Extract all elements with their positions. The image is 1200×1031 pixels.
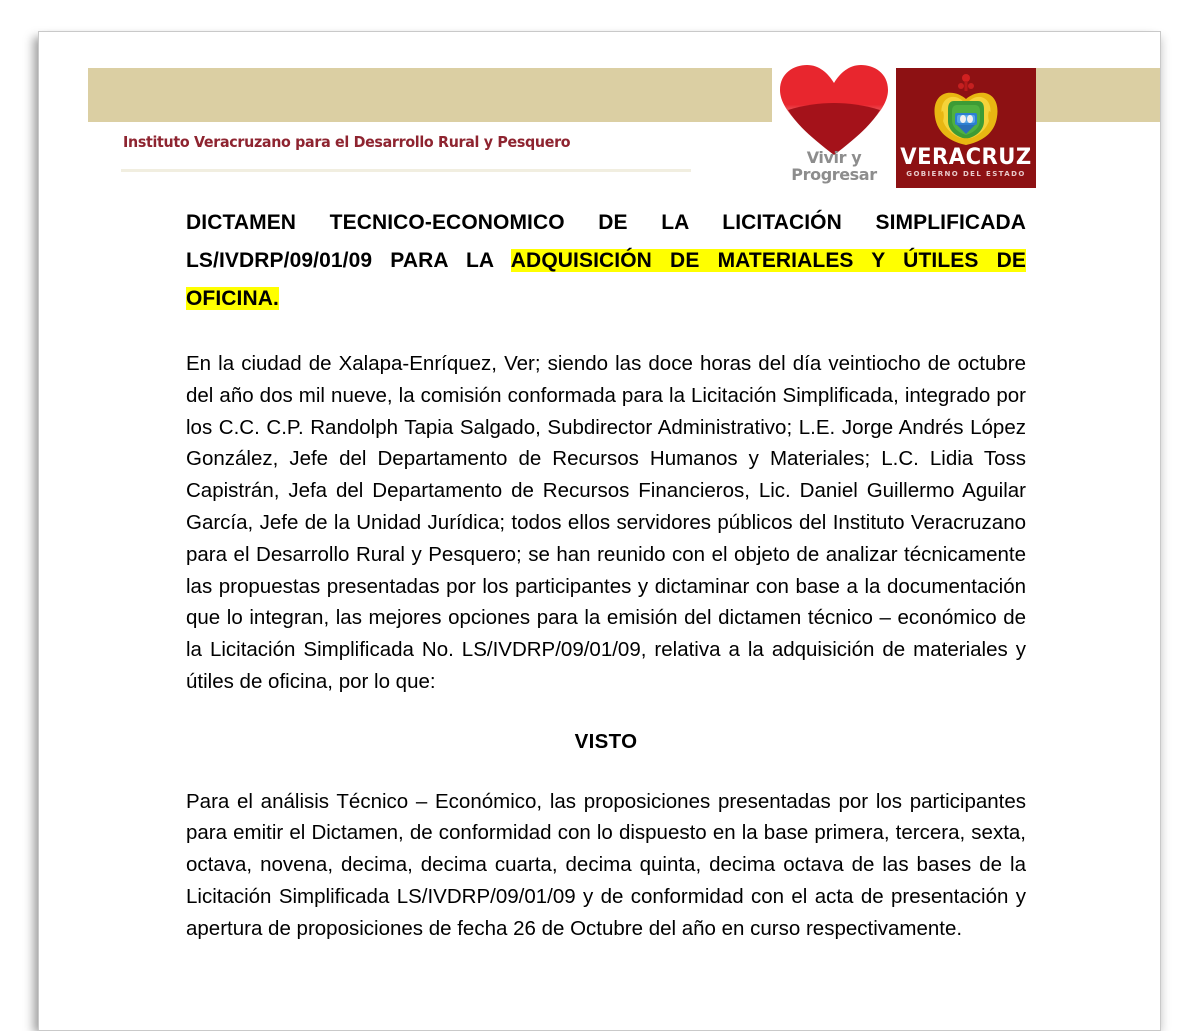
veracruz-tagline: GOBIERNO DEL ESTADO	[906, 170, 1026, 178]
letterhead-band-right	[1036, 68, 1161, 122]
document-body	[186, 204, 1026, 973]
veracruz-wordmark: VERACRUZ	[900, 145, 1032, 170]
document-paragraph-2: Para el análisis Técnico – Económico, las proposiciones presentadas por los participantes para emitir el Dictamen, de conformidad con lo dispuesto en la base primera, tercera, sexta, octava, novena, decima, decima cuarta, decima quinta, decima octava de las bases de la Licitación Simplificada LS/IVDRP/09/01/09 y de conformidad con el acta de presentación y apertura de proposiciones de fecha 26 de Octubre del año en curso respectivamente.	[186, 789, 1026, 940]
document-title	[186, 204, 1026, 318]
document-paragraph-1: En la ciudad de Xalapa-Enríquez, Ver; siendo las doce horas del día veintiocho de octubre del año dos mil nueve, la comisión conformada para la Licitación Simplificada, integrado por los C.C. C.P. Randolph Tapia Salgado, Subdirector Administrativo; L.E. Jorge Andrés López González, Jefe del Departamento de Recursos Humanos y Materiales; L.C. Lidia Toss Capistrán, Jefa del Departamento de Recursos Financieros, Lic. Daniel Guillermo Aguilar García, Jefe de la Unidad Jurídica; todos ellos servidores públicos del Instituto Veracruzano para el Desarrollo Rural y Pesquero; se han reunido con el objeto de analizar técnicamente las propuestas presentadas por los participantes y dictaminar con base a la documentación que lo integran, las mejores opciones para la emisión del dictamen técnico – económico de la Licitación Simplificada No. LS/IVDRP/09/01/09, relativa a la adquisición de materiales y útiles de oficina, por lo que:	[186, 352, 1026, 693]
veracruz-state-logo	[896, 68, 1036, 188]
vivir-y-progresar-logo	[778, 63, 890, 195]
document-title-highlighted: ADQUISICIÓN DE MATERIALES Y ÚTILES DE OFICINA.	[186, 249, 1026, 310]
heart-icon	[778, 63, 890, 155]
heart-caption-line2: Progresar	[791, 165, 877, 184]
section-heading-visto: VISTO	[574, 729, 638, 753]
institute-name: Instituto Veracruzano para el Desarrollo Rural y Pesquero	[123, 133, 571, 151]
heart-logo-caption	[778, 149, 890, 183]
document-page	[38, 31, 1161, 1031]
letterhead-divider	[121, 169, 691, 172]
heart-caption-line1: Vivir y	[806, 148, 862, 167]
document-title-plain: DICTAMEN TECNICO-ECONOMICO DE LA LICITACIÓN SIMPLIFICADA LS/IVDRP/09/01/09 PARA LA	[186, 211, 1026, 272]
letterhead-band-left	[88, 68, 772, 122]
letterhead	[39, 32, 1160, 192]
coat-of-arms-icon	[927, 73, 1005, 147]
